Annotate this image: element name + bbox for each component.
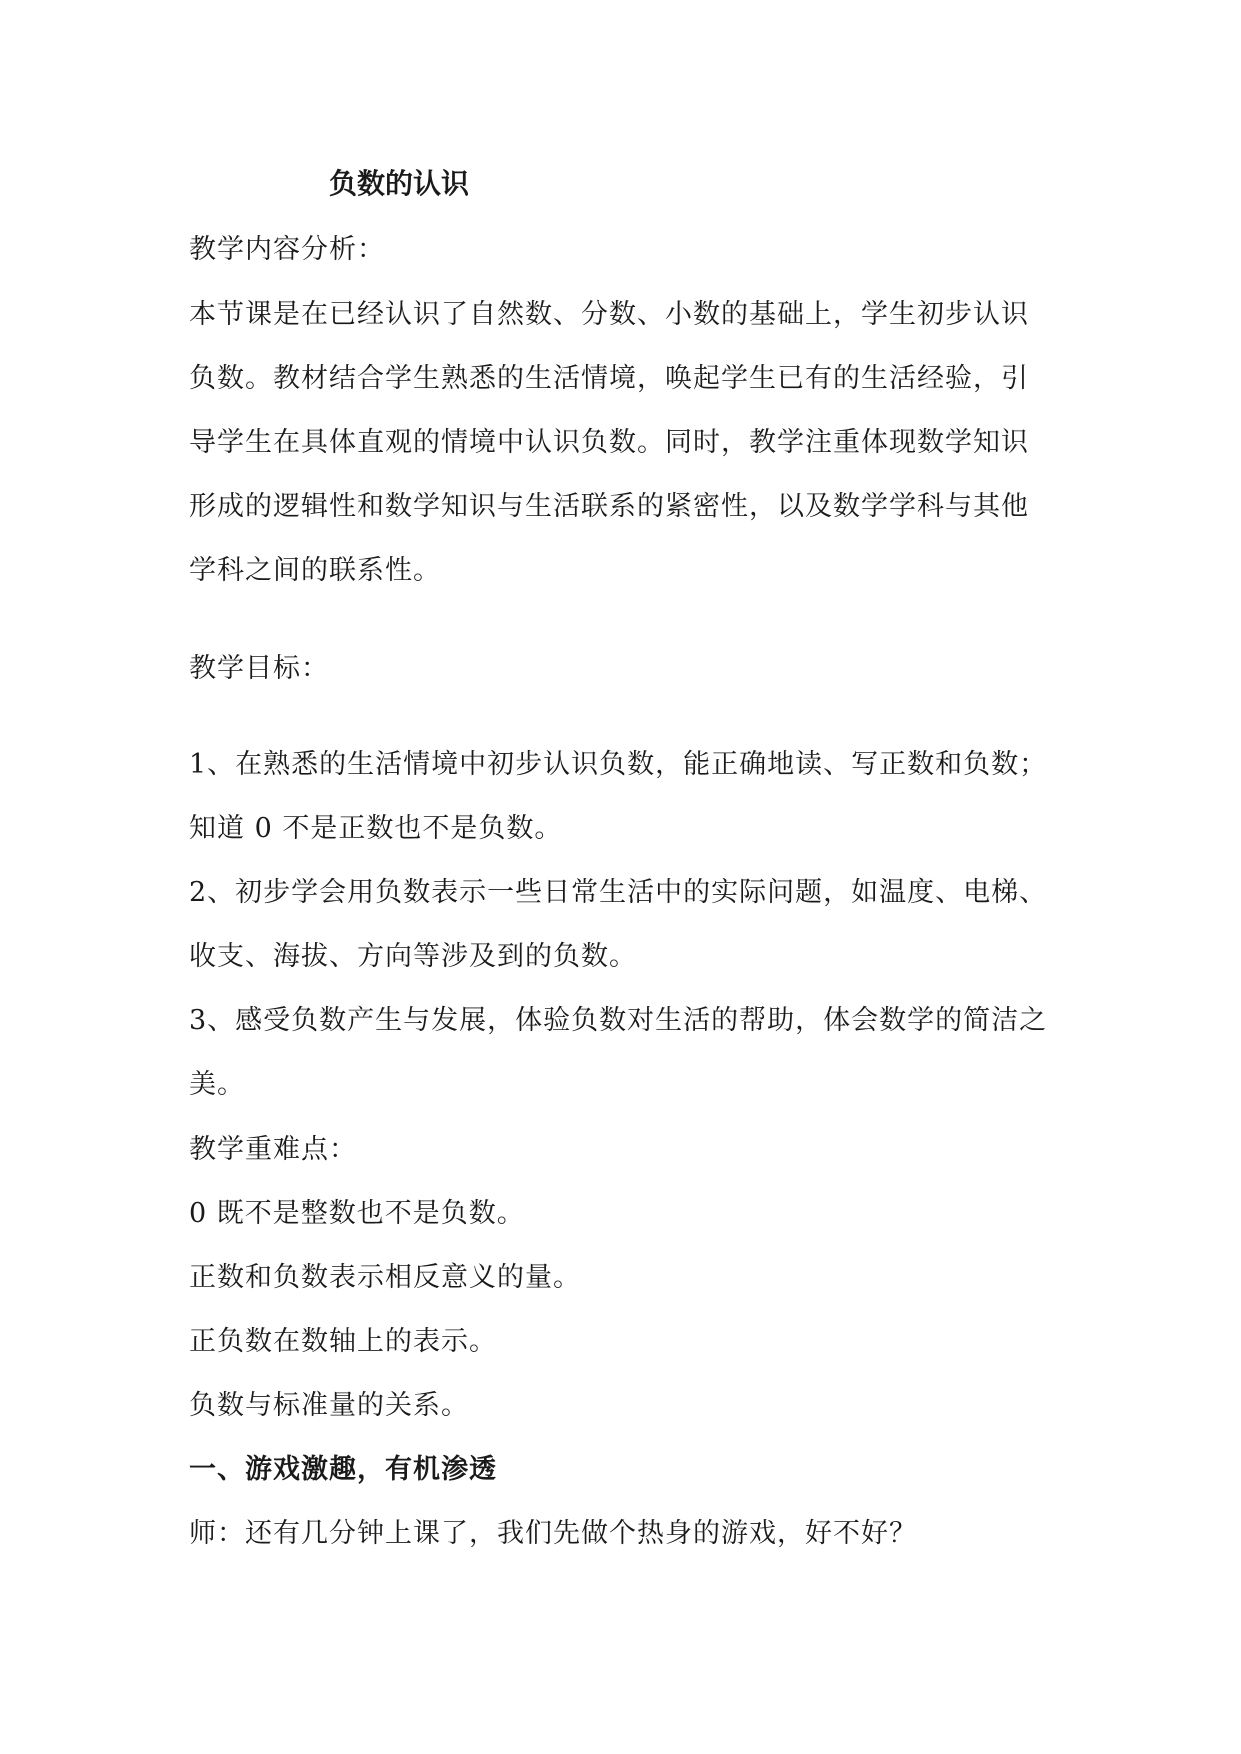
analysis-line: 形成的逻辑性和数学知识与生活联系的紧密性，以及数学学科与其他 bbox=[189, 491, 1029, 522]
goals-line: 3、感受负数产生与发展，体验负数对生活的帮助，体会数学的简洁之 bbox=[189, 1005, 1048, 1036]
analysis-line: 本节课是在已经认识了自然数、分数、小数的基础上，学生初步认识 bbox=[189, 299, 1029, 330]
key-points-heading: 教学重难点： bbox=[189, 1134, 357, 1165]
section-one-heading: 一、游戏激趣，有机渗透 bbox=[189, 1454, 497, 1485]
key-points-line: 负数与标准量的关系。 bbox=[189, 1390, 469, 1421]
goals-line: 美。 bbox=[189, 1069, 245, 1100]
goals-heading: 教学目标： bbox=[189, 653, 329, 684]
goals-line: 知道 0 不是正数也不是负数。 bbox=[189, 813, 563, 844]
analysis-line: 负数。教材结合学生熟悉的生活情境，唤起学生已有的生活经验，引 bbox=[189, 363, 1029, 394]
key-points-line: 0 既不是整数也不是负数。 bbox=[189, 1198, 525, 1229]
analysis-heading: 教学内容分析： bbox=[189, 234, 385, 265]
analysis-line: 导学生在具体直观的情境中认识负数。同时，教学注重体现数学知识 bbox=[189, 427, 1029, 458]
key-points-line: 正负数在数轴上的表示。 bbox=[189, 1326, 497, 1357]
key-points-line: 正数和负数表示相反意义的量。 bbox=[189, 1262, 581, 1293]
goals-line: 2、初步学会用负数表示一些日常生活中的实际问题，如温度、电梯、 bbox=[189, 877, 1048, 908]
goals-line: 收支、海拔、方向等涉及到的负数。 bbox=[189, 941, 637, 972]
document-title: 负数的认识 bbox=[329, 167, 470, 200]
analysis-line: 学科之间的联系性。 bbox=[189, 555, 441, 586]
section-one-line: 师：还有几分钟上课了，我们先做个热身的游戏，好不好？ bbox=[189, 1518, 917, 1549]
goals-line: 1、在熟悉的生活情境中初步认识负数，能正确地读、写正数和负数； bbox=[189, 749, 1048, 780]
